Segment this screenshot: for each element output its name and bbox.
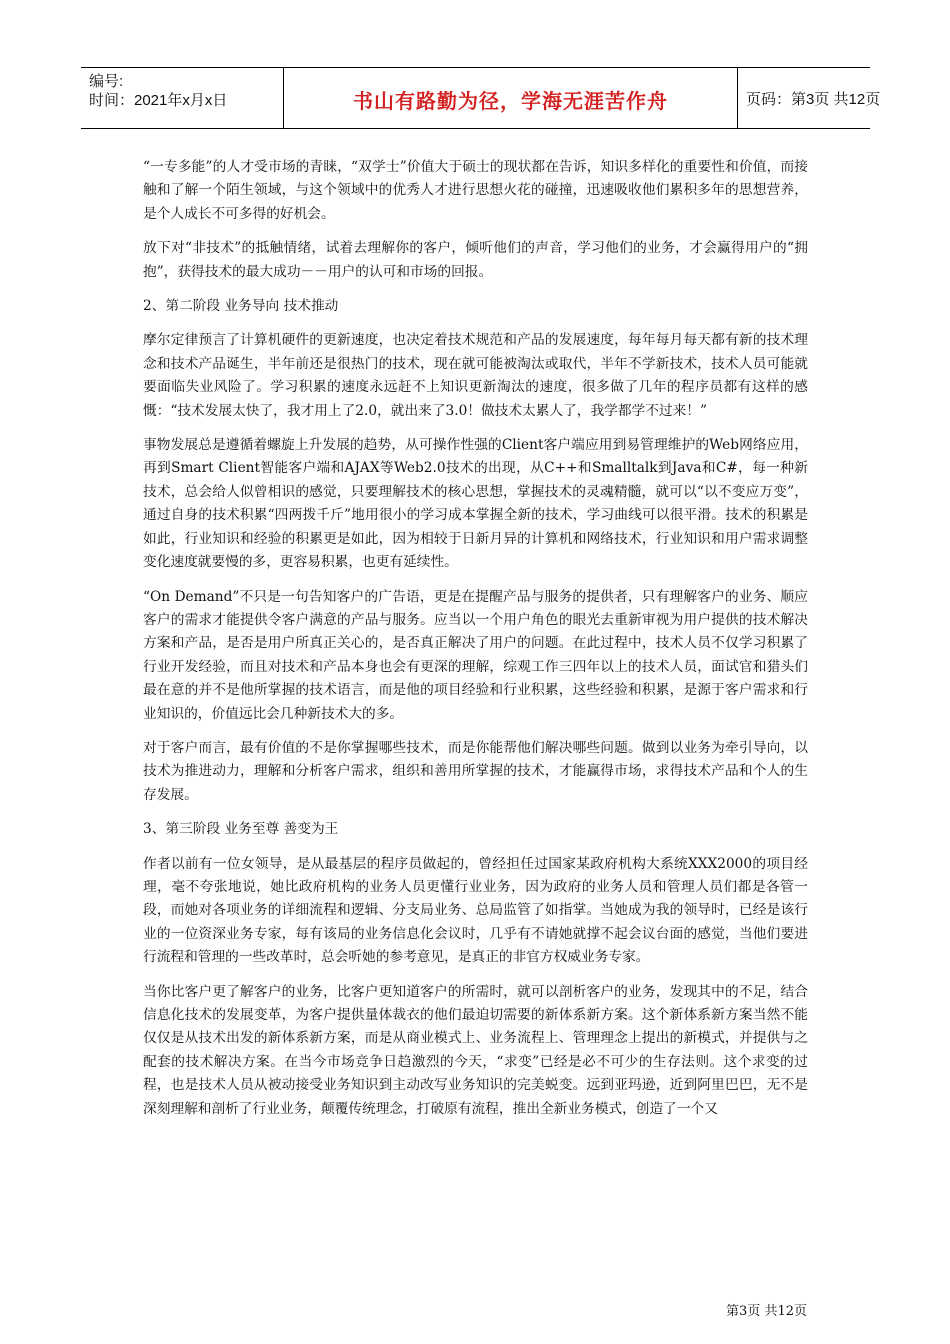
header-meta-cell (81, 68, 283, 128)
paragraph: “On Demand”不只是一句告知客户的广告语，更是在提醒产品与服务的提供者，只有理解客户的业务、顺应客户的需求才能提供令客户满意的产品与服务。应当以一个用户角色的眼光去重新审视为用户提供的技术解决方案和产品，是否是用户所真正关心的，是否真正解决了用户的问题。在此过程中，技术人员不仅学习积累了行业开发经验，而且对技术和产品本身也会有更深的理解，综观工作三四年以上的技术人员，面试官和猎头们最在意的并不是他所掌握的技术语言，而是他的项目经验和行业积累，这些经验和积累，是源于客户需求和行业知识的，价值远比会几种新技术大的多。 (143, 588, 808, 722)
section-heading: 2、第二阶段 业务导向 技术推动 (143, 298, 339, 315)
section-heading: 3、第三阶段 业务至尊 善变为王 (143, 821, 339, 838)
document-header (81, 67, 881, 129)
document-body (143, 156, 808, 1132)
document-date-label: 时间：2021年x月x日 (89, 92, 228, 109)
paragraph: 对于客户而言，最有价值的不是你掌握哪些技术，而是你能帮他们解决哪些问题。做到以业务为牵引导向，以技术为推进动力，理解和分析客户需求，组织和善用所掌握的技术，才能赢得市场，求得技术产品和个人的生存发展。 (143, 739, 808, 803)
paragraph: 事物发展总是遵循着螺旋上升发展的趋势，从可操作性强的Client客户端应用到易管理维护的Web网络应用，再到Smart Client智能客户端和AJAX等Web2.0技术的出现，从C++和Smalltalk到Java和C#，每一种新技术，总会给人似曾相识的感觉，只要理解技术的核心思想，掌握技术的灵魂精髓，就可以“以不变应万变”，通过自身的技术积累“四两拨千斤”地用很小的学习成本掌握全新的技术，学习曲线可以很平滑。技术的积累是如此，行业知识和经验的积累更是如此，因为相较于日新月异的计算机和网络技术，行业知识和用户需求调整变化速度就要慢的多，更容易积累，也更有延续性。 (143, 437, 808, 571)
document-code-label: 编号: (89, 73, 124, 90)
header-page-cell (738, 68, 881, 128)
header-motto: 书山有路勤为径，学海无涯苦作舟 (353, 89, 668, 113)
paragraph: 放下对“非技术”的抵触情绪，试着去理解你的客户，倾听他们的声音，学习他们的业务，才会赢得用户的“拥抱”，获得技术的最大成功－－用户的认可和市场的回报。 (143, 240, 808, 280)
paragraph: 作者以前有一位女领导，是从最基层的程序员做起的，曾经担任过国家某政府机构大系统XXX2000的项目经理，毫不夸张地说，她比政府机构的业务人员更懂行业业务，因为政府的业务人员和管理人员们都是各管一段，而她对各项业务的详细流程和逻辑、分支局业务、总局监管了如指掌。当她成为我的领导时，已经是该行业的一位资深业务专家，每有该局的业务信息化会议时，几乎有不请她就撑不起会议台面的感觉，当他们要进行流程和管理的一些改革时，总会听她的参考意见，是真正的非官方权威业务专家。 (143, 855, 808, 966)
paragraph: “一专多能”的人才受市场的青睐，“双学士”价值大于硕士的现状都在告诉，知识多样化的重要性和价值，而接触和了解一个陌生领域，与这个领域中的优秀人才进行思想火花的碰撞，迅速吸收他们累积多年的思想营养，是个人成长不可多得的好机会。 (143, 159, 808, 222)
footer-page-number: 第3页 共12页 (726, 1304, 807, 1319)
paragraph: 摩尔定律预言了计算机硬件的更新速度，也决定着技术规范和产品的发展速度，每年每月每天都有新的技术理念和技术产品诞生，半年前还是很热门的技术，现在就可能被淘汰或取代，半年不学新技术，技术人员可能就要面临失业风险了。学习积累的速度永远赶不上知识更新淘汰的速度，很多做了几年的程序员都有这样的感慨：“技术发展太快了，我才用上了2.0，就出来了3.0！做技术太累人了，我学都学不过来！” (143, 332, 808, 419)
header-page-number: 页码：第3页 共12页 (746, 91, 881, 108)
paragraph: 当你比客户更了解客户的业务，比客户更知道客户的所需时，就可以剖析客户的业务，发现其中的不足，结合信息化技术的发展变革，为客户提供量体裁衣的他们最迫切需要的新体系新方案。这个新体系新方案当然不能仅仅是从技术出发的新体系新方案，而是从商业模式上、业务流程上、管理理念上提出的新模式，并提供与之配套的技术解决方案。在当今市场竞争日趋激烈的今天，“求变”已经是必不可少的生存法则。这个求变的过程，也是技术人员从被动接受业务知识到主动改写业务知识的完美蜕变。远到亚玛逊，近到阿里巴巴，无不是深刻理解和剖析了行业业务，颠覆传统理念，打破原有流程，推出全新业务模式，创造了一个又 (143, 983, 808, 1117)
header-motto-cell (283, 68, 738, 128)
